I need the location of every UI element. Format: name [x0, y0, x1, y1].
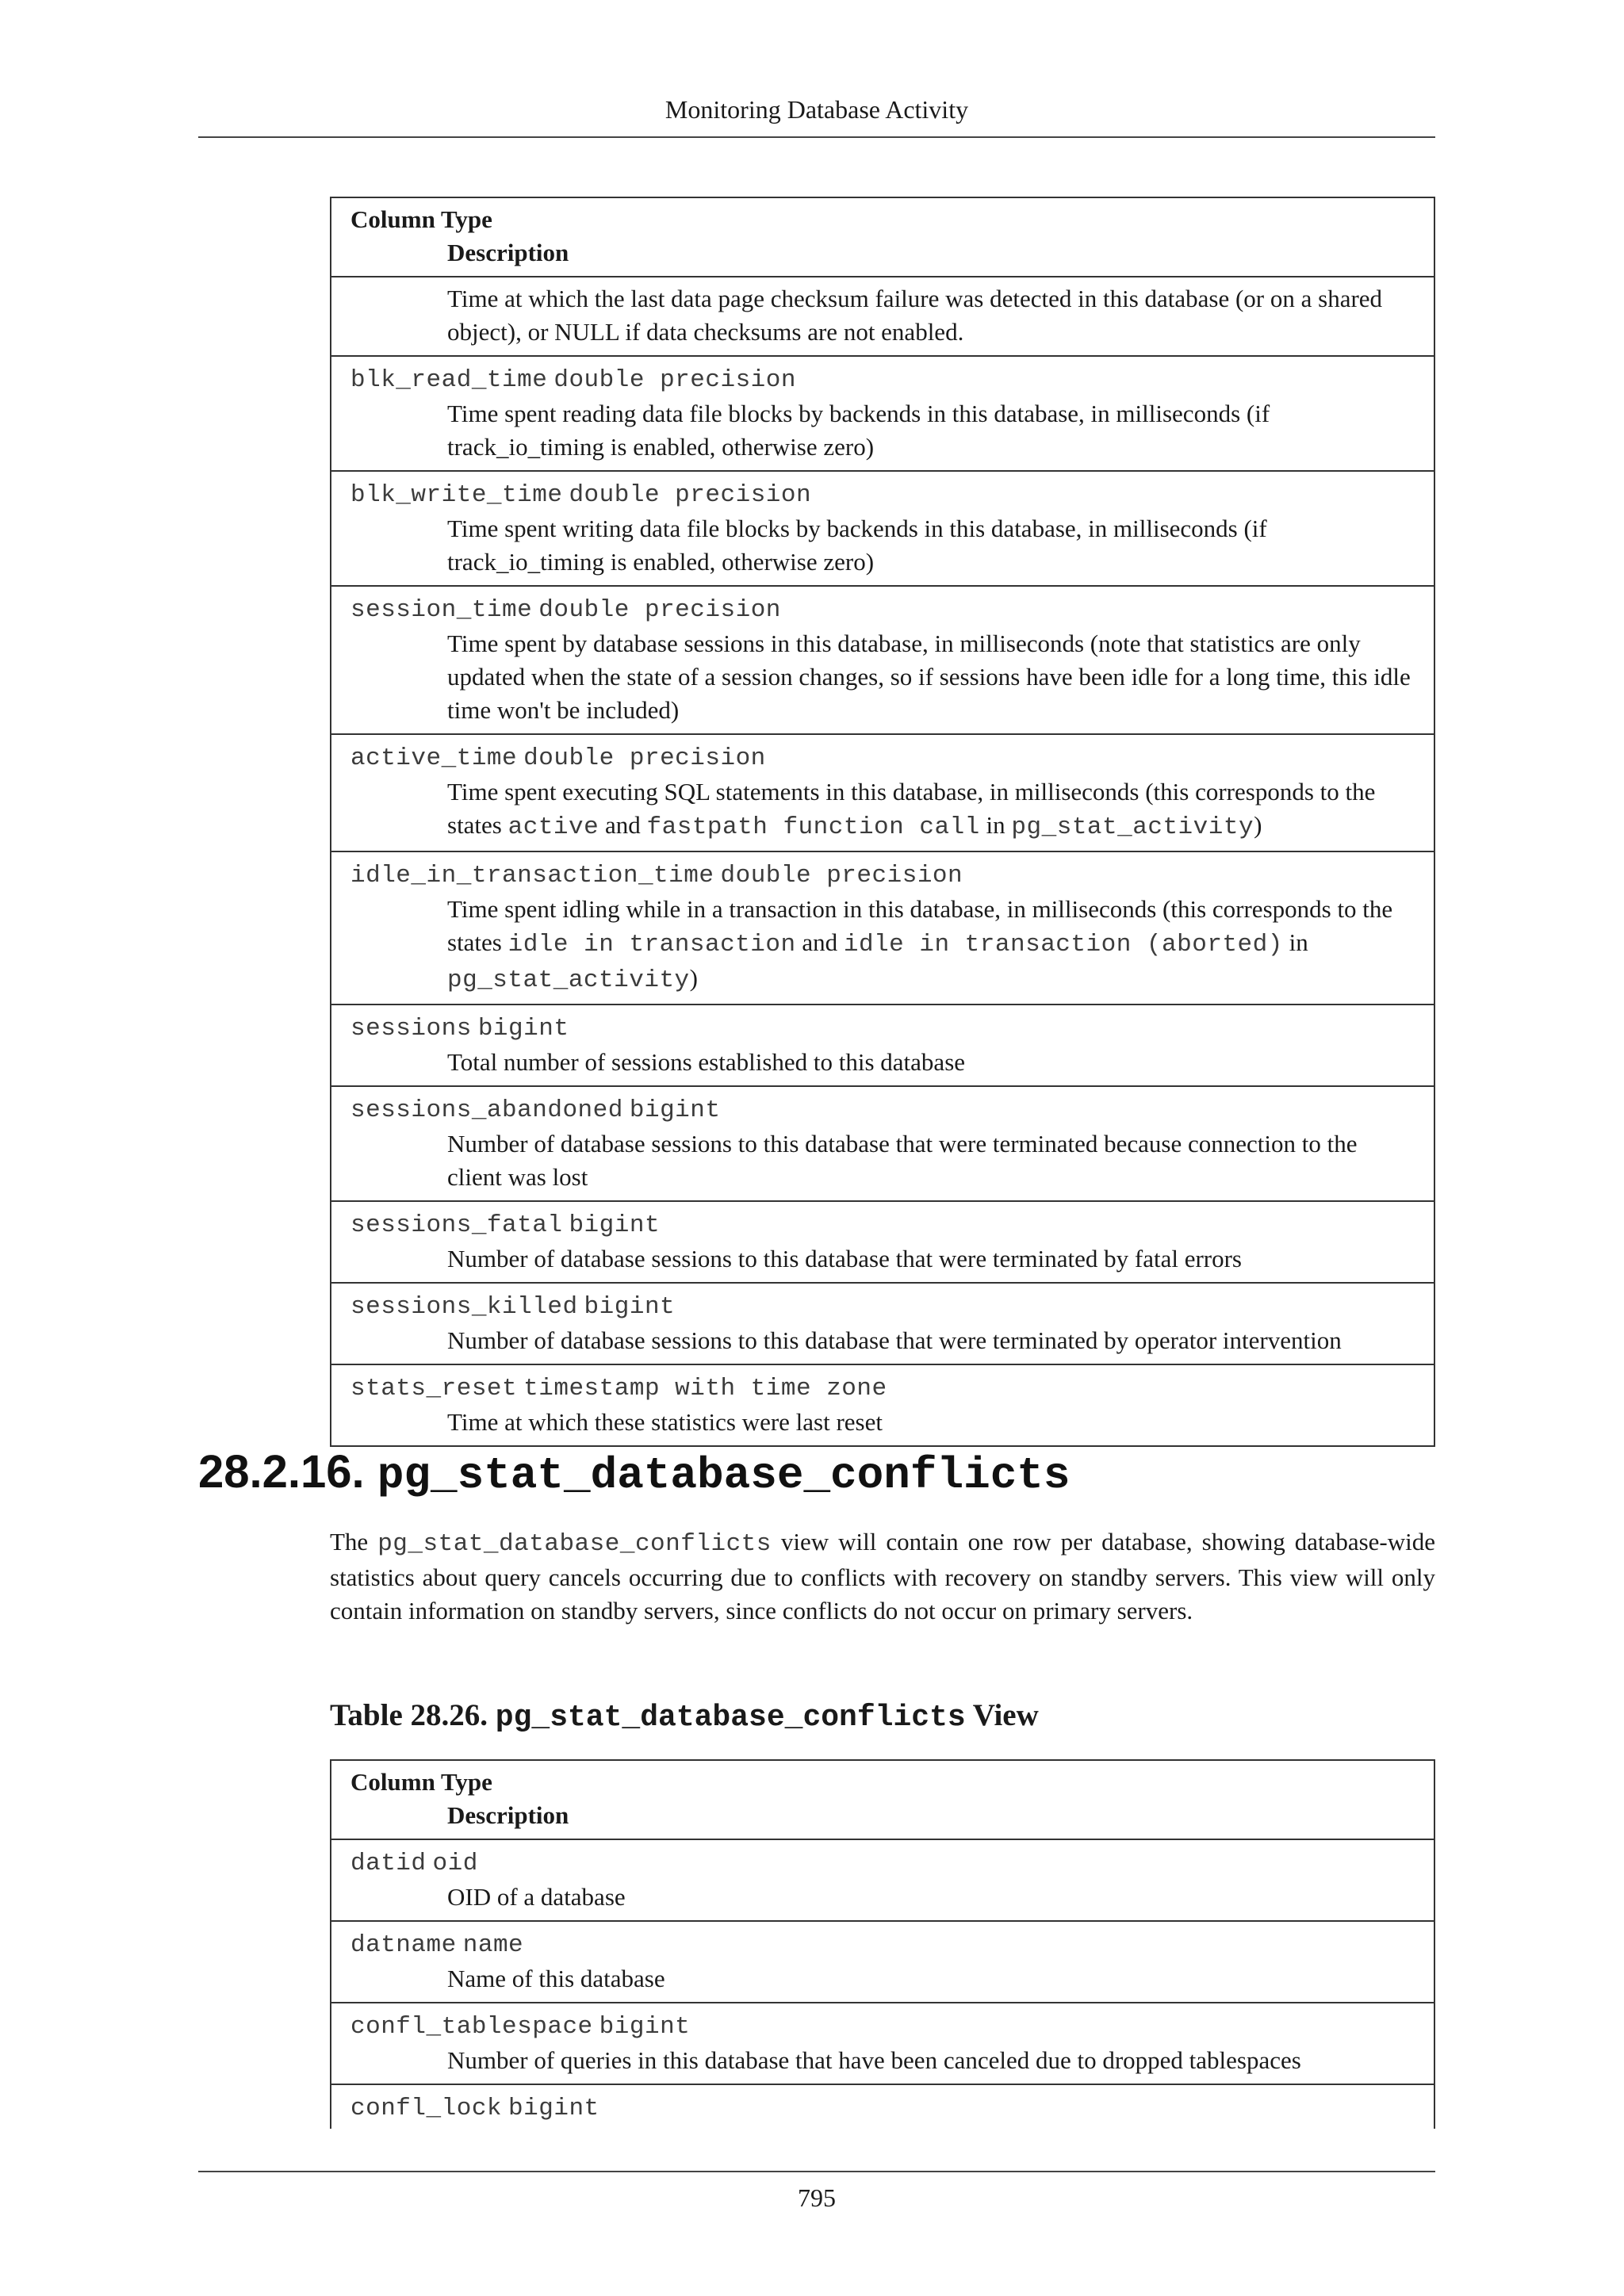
table-row [331, 277, 1434, 357]
table-row [331, 587, 1434, 735]
column-name: stats_reset [350, 1375, 518, 1402]
row-description: Time spent by database sessions in this database, in milliseconds (note that statistics are only updated when the state of a session changes, so if sessions have been idle for a long time, this idle time won't be included) [447, 629, 1411, 724]
column-type: double precision [523, 744, 766, 772]
row-description: Total number of sessions established to this database [447, 1048, 966, 1076]
column-type: double precision [720, 862, 963, 890]
table-row [331, 1005, 1434, 1087]
pg-stat-database-conflicts-table [330, 1759, 1435, 2129]
running-header: Monitoring Database Activity [665, 95, 969, 124]
row-description: Time spent reading data file blocks by backends in this database, in milliseconds (if track_io_timing is enabled, otherwise zero) [447, 400, 1270, 461]
column-type: double precision [569, 481, 812, 509]
column-name: sessions_killed [350, 1293, 578, 1321]
header-rule [198, 136, 1435, 138]
inline-code: pg_stat_activity [1011, 813, 1254, 841]
table-row [331, 1284, 1434, 1365]
row-description: Time spent writing data file blocks by backends in this database, in milliseconds (if track_io_timing is enabled, otherwise zero) [447, 515, 1267, 576]
row-description: Number of database sessions to this database that were terminated by operator intervention [447, 1326, 1342, 1354]
row-description: Time at which the last data page checksum failure was detected in this database (or on a shared object), or NULL if data checksums are not enabled. [447, 285, 1383, 346]
table-row [331, 1202, 1434, 1284]
table-caption: Table 28.26. pg_stat_database_conflicts View [330, 1698, 1039, 1735]
table-header-row [331, 1761, 1434, 1840]
column-name: sessions [350, 1015, 472, 1043]
column-type: name [462, 1931, 524, 1959]
column-name: idle_in_transaction_time [350, 862, 714, 890]
column-name: confl_tablespace [350, 2013, 593, 2041]
table-row [331, 735, 1434, 852]
table-row [331, 852, 1434, 1005]
column-type-header: Column Type [350, 205, 492, 233]
column-name: active_time [350, 744, 518, 772]
column-type: bigint [508, 2095, 599, 2122]
table-row [331, 357, 1434, 472]
column-name: sessions_abandoned [350, 1096, 623, 1124]
section-title-code: pg_stat_database_conflicts [377, 1450, 1071, 1501]
table-row [331, 1922, 1434, 2003]
pg-stat-database-table-continued [330, 197, 1435, 1447]
row-description: Number of queries in this database that have been canceled due to dropped tablespaces [447, 2046, 1301, 2074]
inline-code: idle in transaction [508, 931, 796, 959]
column-type: bigint [599, 2013, 691, 2041]
column-name: session_time [350, 596, 533, 624]
inline-code: pg_stat_database_conflicts [377, 1530, 772, 1558]
column-type: double precision [538, 596, 781, 624]
column-name: blk_write_time [350, 481, 563, 509]
page-number: 795 [798, 2183, 836, 2212]
footer-rule [198, 2171, 1435, 2172]
column-type: bigint [569, 1211, 661, 1239]
section-intro-paragraph: The pg_stat_database_conflicts view will contain one row per database, showing database-wide statistics about query cancels occurring due to conflicts with recovery on standby servers. This view will only contain information on standby servers, since conflicts do not occur on primary servers. [330, 1528, 1435, 1624]
row-description: OID of a database [447, 1883, 626, 1911]
table-row [331, 2003, 1434, 2085]
section-number: 28.2.16. [198, 1446, 365, 1498]
column-name: datname [350, 1931, 457, 1959]
table-row [331, 1087, 1434, 1202]
inline-code: pg_stat_activity [447, 966, 690, 994]
table-row [331, 472, 1434, 587]
column-type: bigint [584, 1293, 676, 1321]
section-heading [198, 1445, 1071, 1503]
row-description: Time at which these statistics were last reset [447, 1408, 883, 1436]
table-caption-code: pg_stat_database_conflicts [495, 1701, 966, 1735]
table-header-row [331, 198, 1434, 277]
row-description: Time spent idling while in a transaction in this database, in milliseconds (this corresponds to the states idle in transaction and idle in transaction (aborted) in pg_stat_activity) [447, 895, 1393, 994]
column-name: blk_read_time [350, 366, 548, 394]
table-row [331, 1365, 1434, 1445]
description-header: Description [447, 239, 569, 266]
description-header: Description [447, 1801, 569, 1829]
table-row [331, 1840, 1434, 1922]
column-type: bigint [629, 1096, 721, 1124]
row-description: Name of this database [447, 1965, 665, 1992]
row-description: Number of database sessions to this database that were terminated because connection to the client was lost [447, 1130, 1358, 1191]
column-type-header: Column Type [350, 1768, 492, 1796]
inline-code: active [508, 813, 599, 841]
column-type: double precision [553, 366, 796, 394]
inline-code: fastpath function call [646, 813, 980, 841]
column-type: oid [432, 1850, 478, 1877]
table-row [331, 2085, 1434, 2129]
inline-code: idle in transaction (aborted) [843, 931, 1283, 959]
row-description: Number of database sessions to this database that were terminated by fatal errors [447, 1245, 1242, 1272]
column-name: sessions_fatal [350, 1211, 563, 1239]
row-description: Time spent executing SQL statements in this database, in milliseconds (this corresponds to the states active and fastpath function call in pg_stat_activity) [447, 778, 1376, 841]
column-name: confl_lock [350, 2095, 503, 2122]
column-name: datid [350, 1850, 427, 1877]
column-type: bigint [477, 1015, 569, 1043]
column-type: timestamp with time zone [523, 1375, 887, 1402]
